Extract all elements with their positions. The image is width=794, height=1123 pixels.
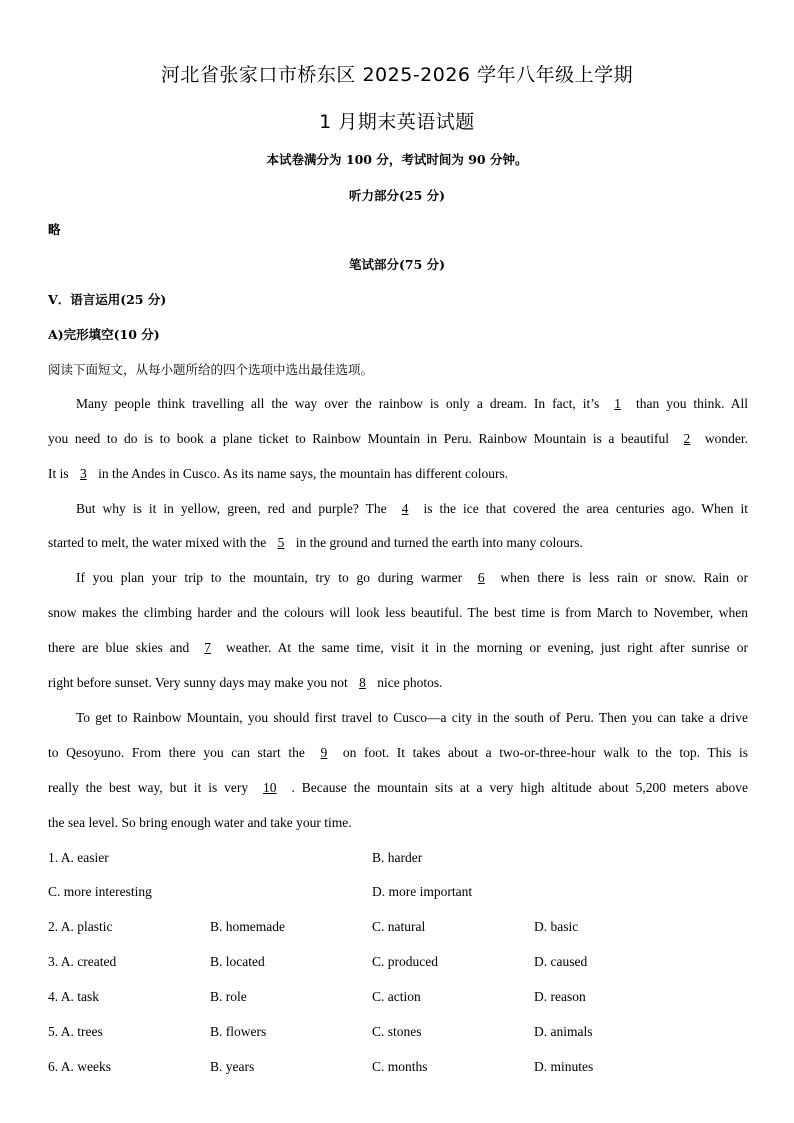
passage-line bbox=[76, 570, 748, 586]
passage-line: snow makes the climbing harder and the colours will look less beautiful. The best time is from March to November, when bbox=[48, 605, 748, 620]
option-text: A. weeks bbox=[60, 1059, 112, 1074]
listening-header: 听力部分(25 分) bbox=[348, 188, 446, 203]
passage-text: in the ground and turned the earth into many colours. bbox=[295, 535, 583, 550]
passage-text: is the ice that covered the area centuries ago. When it bbox=[423, 501, 748, 516]
listening-omitted: 略 bbox=[48, 222, 61, 237]
blank-2: 2 bbox=[683, 431, 691, 446]
passage-text: It is bbox=[48, 466, 69, 481]
question-4-option-c[interactable]: C. action bbox=[372, 989, 421, 1004]
option-text: A. easier bbox=[60, 850, 109, 865]
blank-1: 1 bbox=[614, 396, 621, 411]
question-5-option-a[interactable] bbox=[48, 1024, 103, 1040]
option-text: A. created bbox=[60, 954, 117, 969]
option-text: A. trees bbox=[60, 1024, 103, 1039]
passage-text: there are blue skies and bbox=[48, 640, 190, 655]
question-number: 4. bbox=[48, 989, 59, 1004]
exam-title-line2: 1 月期末英语试题 bbox=[319, 111, 475, 133]
question-1-option-d[interactable]: D. more important bbox=[372, 884, 473, 899]
passage-text: Many people think travelling all the way over the rainbow is only a dream. In fact, it’s bbox=[76, 396, 600, 411]
question-number: 6. bbox=[48, 1059, 59, 1074]
question-2-option-b[interactable]: B. homemade bbox=[210, 919, 285, 934]
blank-5: 5 bbox=[277, 535, 285, 550]
question-6-option-d[interactable]: D. minutes bbox=[534, 1059, 594, 1074]
passage-line bbox=[48, 466, 748, 482]
question-6-option-a[interactable] bbox=[48, 1059, 111, 1075]
passage-text: in the Andes in Cusco. As its name says, the mountain has different colours. bbox=[98, 466, 509, 481]
blank-4: 4 bbox=[401, 501, 409, 516]
passage-text: really the best way, but it is very bbox=[48, 780, 249, 795]
passage-text: If you plan your trip to the mountain, try to go during warmer bbox=[76, 570, 463, 585]
question-3-option-d[interactable]: D. caused bbox=[534, 954, 588, 969]
question-4-option-b[interactable]: B. role bbox=[210, 989, 247, 1004]
question-number: 1. bbox=[48, 850, 59, 865]
blank-3: 3 bbox=[80, 466, 87, 481]
question-5-option-d[interactable]: D. animals bbox=[534, 1024, 593, 1039]
exam-info: 本试卷满分为 100 分，考试时间为 90 分钟。 bbox=[266, 152, 528, 167]
writing-header: 笔试部分(75 分) bbox=[348, 257, 446, 272]
question-1-option-a[interactable] bbox=[48, 850, 109, 866]
question-5-option-b[interactable]: B. flowers bbox=[210, 1024, 267, 1039]
question-4-option-d[interactable]: D. reason bbox=[534, 989, 586, 1004]
passage-text: nice photos. bbox=[377, 675, 443, 690]
blank-7: 7 bbox=[204, 640, 212, 655]
exam-title-line1: 河北省张家口市桥东区 2025-2026 学年八年级上学期 bbox=[160, 64, 634, 86]
question-2-option-d[interactable]: D. basic bbox=[534, 919, 579, 934]
passage-text: to Qesoyuno. From there you can start the bbox=[48, 745, 305, 760]
question-3-option-c[interactable]: C. produced bbox=[372, 954, 438, 969]
passage-text: wonder. bbox=[704, 431, 748, 446]
passage-text: . Because the mountain sits at a very high altitude about 5,200 meters above bbox=[291, 780, 748, 795]
passage-line bbox=[76, 501, 748, 517]
question-1-option-c[interactable]: C. more interesting bbox=[48, 884, 152, 899]
question-number: 5. bbox=[48, 1024, 59, 1039]
passage-text: than you think. All bbox=[635, 396, 749, 411]
passage-text: you need to do is to book a plane ticket to Rainbow Mountain in Peru. Rainbow Mountain is a beautiful bbox=[48, 431, 669, 446]
passage-line bbox=[48, 675, 748, 691]
section-v-heading: V．语言运用(25 分) bbox=[48, 292, 167, 307]
passage-line: To get to Rainbow Mountain, you should first travel to Cusco—a city in the south of Peru. Then you can take a drive bbox=[76, 710, 748, 725]
question-number: 2. bbox=[48, 919, 59, 934]
option-text: A. task bbox=[60, 989, 100, 1004]
passage-line bbox=[48, 780, 748, 796]
passage-text: on foot. It takes about a two-or-three-hour walk to the top. This is bbox=[342, 745, 749, 760]
question-6-option-c[interactable]: C. months bbox=[372, 1059, 428, 1074]
passage-line bbox=[76, 396, 748, 412]
passage-text: started to melt, the water mixed with the bbox=[48, 535, 267, 550]
blank-9: 9 bbox=[320, 745, 328, 760]
question-2-option-c[interactable]: C. natural bbox=[372, 919, 426, 934]
passage-line: the sea level. So bring enough water and take your time. bbox=[48, 815, 352, 830]
question-2-option-a[interactable] bbox=[48, 919, 113, 935]
passage-text: when there is less rain or snow. Rain or bbox=[500, 570, 749, 585]
passage-line bbox=[48, 431, 748, 447]
passage-line bbox=[48, 640, 748, 656]
passage-line bbox=[48, 535, 748, 551]
question-5-option-c[interactable]: C. stones bbox=[372, 1024, 422, 1039]
question-6-option-b[interactable]: B. years bbox=[210, 1059, 255, 1074]
passage-text: right before sunset. Very sunny days may make you not bbox=[48, 675, 348, 690]
option-text: A. plastic bbox=[60, 919, 113, 934]
question-4-option-a[interactable] bbox=[48, 989, 99, 1005]
instruction-text: 阅读下面短文，从每小题所给的四个选项中选出最佳选项。 bbox=[48, 362, 374, 377]
blank-8: 8 bbox=[359, 675, 366, 690]
question-1-option-b[interactable]: B. harder bbox=[372, 850, 423, 865]
passage-text: weather. At the same time, visit it in the morning or evening, just right after sunrise or bbox=[226, 640, 749, 655]
question-3-option-a[interactable] bbox=[48, 954, 116, 970]
question-3-option-b[interactable]: B. located bbox=[210, 954, 265, 969]
passage-text: But why is it in yellow, green, red and purple? The bbox=[76, 501, 387, 516]
blank-6: 6 bbox=[477, 570, 485, 585]
passage-line bbox=[48, 745, 748, 761]
section-a-heading: A)完形填空(10 分) bbox=[48, 327, 160, 342]
question-number: 3. bbox=[48, 954, 59, 969]
blank-10: 10 bbox=[263, 780, 277, 795]
